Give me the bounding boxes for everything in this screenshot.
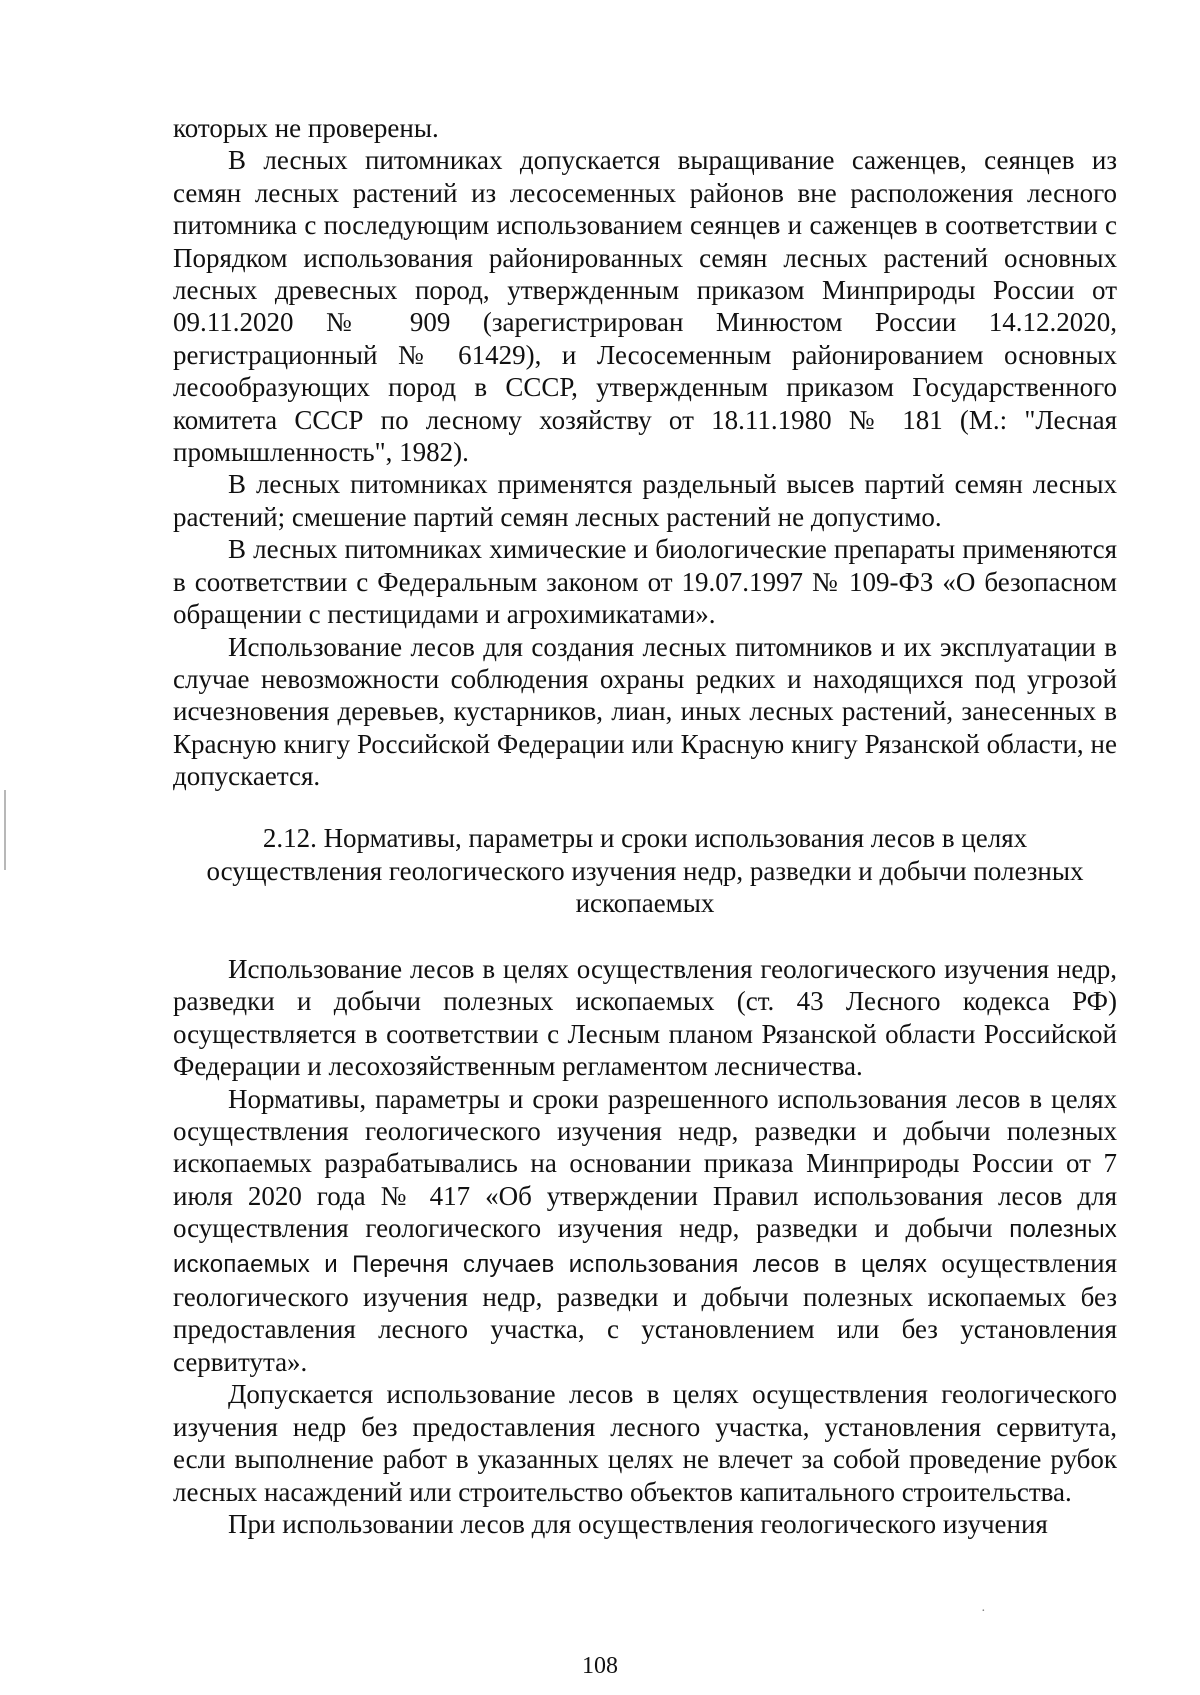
paragraph-seedlings: В лесных питомниках допускается выращивание саженцев, сеянцев из семян лесных растений из лесосеменных районов вне расположения лесного питомника с последующим использованием сеянцев и саженцев в соответствии с Порядком использования районированных семян лесных растений основных лесных древесных пород, утвержденным приказом Минприроды России от 09.11.2020 № 909 (зарегистрирован Минюстом России 14.12.2020, регистрационный № 61429), и Лесосеменным районированием основных лесообразующих пород в СССР, утвержденным приказом Государственного комитета СССР по лесному хозяйству от 18.11.1980 № 181 (М.: "Лесная промышленность", 1982). xyxy=(173,145,1117,468)
paragraph-sowing: В лесных питомниках применятся раздельный высев партий семян лесных растений; смешение партий семян лесных растений не допустимо. xyxy=(173,469,1117,532)
paragraph-norms xyxy=(173,1083,1117,1379)
section-heading xyxy=(173,822,1117,920)
heading-line-3: ископаемых xyxy=(575,888,715,918)
paragraph-geology-intro: Использование лесов в целях осуществления геологического изучения недр, разведки и добычи полезных ископаемых (ст. 43 Лесного кодекса РФ) осуществляется в соответствии с Лесным планом Рязанской области Российской Федерации и лесохозяйственным регламентом лесничества. xyxy=(173,954,1117,1082)
section-geology xyxy=(173,953,1117,1540)
section-nurseries xyxy=(173,112,1117,793)
paragraph-permitted-use: Допускается использование лесов в целях осуществления геологического изучения недр без предоставления лесного участка, установления сервитута, если выполнение работ в указанных целях не влечет за собой проведение рубок лесных насаждений или строительство объектов капитального строительства. xyxy=(173,1379,1117,1507)
heading-line-2: осуществления геологического изучения недр, разведки и добычи полезных xyxy=(206,855,1084,886)
paragraph-use-continuation: При использовании лесов для осуществления геологического изучения xyxy=(228,1508,1048,1539)
heading-line-1: 2.12. Нормативы, параметры и сроки использования лесов в целях xyxy=(262,823,1028,853)
paragraph-chemicals: В лесных питомниках химические и биологические препараты применяются в соответствии с Федеральным законом от 19.07.1997 № 109-ФЗ «О безопасном обращении с пестицидами и агрохимикатами». xyxy=(173,534,1117,630)
scan-speck: · xyxy=(981,1604,986,1619)
norms-text-part-3: осуществления геологического изучения недр, разведки и добычи полезных ископаемых без предоставления лесного участка, с установлением или без установления сервитута». xyxy=(173,1247,1118,1377)
scan-edge-mark xyxy=(4,790,6,870)
page-number: 108 xyxy=(582,1653,618,1679)
norms-text-part-1: Нормативы, параметры и сроки разрешенного использования лесов в целях осуществления геологического изучения недр, разведки и добычи полезных ископаемых разрабатывались на основании приказа Минприроды России от 7 июля 2020 года № 417 «Об утверждении Правил использования лесов для осуществления геологического изучения недр, разведки и добычи xyxy=(173,1083,1117,1244)
paragraph-continuation: которых не проверены. xyxy=(173,113,439,143)
paragraph-red-book: Использование лесов для создания лесных питомников и их эксплуатации в случае невозможности соблюдения охраны редких и находящихся под угрозой исчезновения деревьев, кустарников, лиан, иных лесных растений, занесенных в Красную книгу Российской Федерации или Красную книгу Рязанской области, не допускается. xyxy=(173,631,1117,792)
norms-text-part-2: полезных ископаемых и Перечня случаев использования лесов в целях xyxy=(173,1216,1117,1278)
